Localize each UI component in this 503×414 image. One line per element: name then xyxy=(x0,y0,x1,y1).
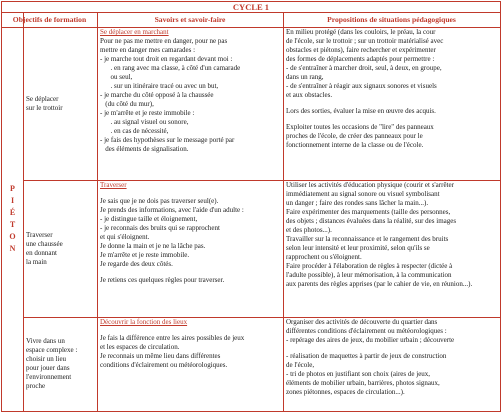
objective-text: Traverser une chaussée en donnant la main xyxy=(26,230,63,266)
propositions-row-3 xyxy=(283,317,500,411)
text-line: Organiser des activités de découverte du quartier dans xyxy=(286,318,438,326)
text-line: Je reconnais un même lieu dans différentes xyxy=(100,352,221,360)
text-line xyxy=(286,345,497,352)
text-line: Exploiter toutes les occasions de "lire" des panneaux xyxy=(286,123,434,131)
text-line: - de s'entraîner à marcher droit, seul, à deux, en groupe, xyxy=(286,64,442,72)
text-line: . en cas de nécessité, xyxy=(100,127,169,135)
text-line: selon leur intensité et leur proximité, selon qu'ils se xyxy=(286,244,430,252)
text-line: - je reconnais des bruits qui se rapprochent xyxy=(100,224,220,232)
text-line: immédiatement au signal sonore ou visuel symbolisant xyxy=(286,190,440,198)
text-line: - tri de photos en justifiant son choix (aires de jeux, xyxy=(286,370,431,378)
header-propositions: Propositions de situations pédagogiques xyxy=(327,15,456,24)
text-line: Je donne la main et je ne la lâche pas. xyxy=(100,242,206,250)
text-line: Faire procéder à l'élaboration de règles à respecter (dictée à xyxy=(286,262,453,270)
text-line: un danger ; faire des rondes sans lâcher la main...). xyxy=(286,199,429,207)
text-line xyxy=(100,190,280,197)
text-line: - repérage des aires de jeux, du mobilier urbain ; découverte xyxy=(286,336,455,344)
propositions-row-1 xyxy=(283,27,500,180)
savoirs-heading: Découvrir la fonction des lieux xyxy=(100,318,188,326)
savoirs-row-1 xyxy=(97,27,283,180)
text-line: Travailler sur la reconnaissance et le rangement des bruits xyxy=(286,235,449,243)
savoirs-lines xyxy=(100,37,280,154)
objective-row-2 xyxy=(23,180,97,317)
text-line: de l'école, xyxy=(286,361,315,369)
header-objectifs: Objectifs de formation xyxy=(12,15,87,24)
text-line: . en rang avec ma classe, à côté d'un camarade xyxy=(100,64,241,72)
text-line: dans un rang, xyxy=(286,73,324,81)
text-line: Utiliser les activités d'éducation physique (courir et s'arrêter xyxy=(286,181,454,189)
text-line xyxy=(100,327,280,334)
propositions-lines xyxy=(286,318,497,397)
side-letter: I xyxy=(10,196,15,205)
side-letter: É xyxy=(9,208,16,217)
text-line: Lors des sorties, évaluer la mise en œuvre des acquis. xyxy=(286,107,436,115)
text-line: (du côté du mur), xyxy=(100,100,154,108)
objective-row-3 xyxy=(23,317,97,411)
text-line: - je marche du côté opposé à la chaussée xyxy=(100,91,214,99)
text-line xyxy=(286,100,497,107)
side-letter: T xyxy=(9,220,16,229)
text-line: Je m'arrête et je reste immobile. xyxy=(100,251,190,259)
header-savoirs: Savoirs et savoir-faire xyxy=(154,15,226,24)
text-line: Faire expérimenter des marquements (taille des personnes, xyxy=(286,208,451,216)
cycle-title: CYCLE 1 xyxy=(232,2,270,12)
text-line: Je sais que je ne dois pas traverser seul(e). xyxy=(100,197,219,205)
text-line: - je marche tout droit en regardant devant moi : xyxy=(100,55,233,63)
savoirs-lines xyxy=(100,327,280,370)
objective-row-1 xyxy=(23,27,97,180)
text-line: . au signal visuel ou sonore, xyxy=(100,118,189,126)
text-line: et qui s'éloignent. xyxy=(100,233,150,241)
text-line: et des photos...). xyxy=(286,226,332,234)
text-line: Je regarde des deux côtés. xyxy=(100,260,173,268)
text-line: des éléments de signalisation. xyxy=(100,145,189,153)
text-line: mettre en danger mes camarades : xyxy=(100,46,196,54)
text-line: En milieu protégé (dans les couloirs, le préau, la cour xyxy=(286,28,436,36)
pedagogy-table xyxy=(1,1,501,412)
savoirs-heading: Traverser xyxy=(100,181,127,189)
side-letter: N xyxy=(9,244,16,253)
text-line: Pour ne pas me mettre en danger, pour ne pas xyxy=(100,37,228,45)
text-line: Je prends des informations, avec l'aide d'un adulte : xyxy=(100,206,244,214)
text-line: l'adulte possible), à leur mémorisation, à la communication xyxy=(286,271,452,279)
text-line: proches de l'école, de créer des panneaux pour le xyxy=(286,132,423,140)
text-line: - je fais des hypothèses sur le message porté par xyxy=(100,136,235,144)
text-line: différentes conditions d'éclairement ou météorologiques : xyxy=(286,327,447,335)
savoirs-row-2 xyxy=(97,180,283,317)
text-line: conditions d'éclairement ou météorologiques. xyxy=(100,361,228,369)
text-line: - je distingue taille et éloignement, xyxy=(100,215,198,223)
text-line: de l'école, sur le trottoir ; sur un trottoir matérialisé avec xyxy=(286,37,444,45)
text-line xyxy=(286,116,497,123)
text-line: et aux obstacles. xyxy=(286,91,333,99)
text-line: des formes de déplacements adaptés pour permettre : xyxy=(286,55,435,63)
savoirs-heading: Se déplacer en marchant xyxy=(100,28,169,36)
text-line: ou seul, xyxy=(100,73,133,81)
text-line: - je m'arrête et je reste immobile : xyxy=(100,109,195,117)
propositions-lines xyxy=(286,181,497,289)
side-letter: P xyxy=(10,184,15,193)
text-line: zones piétonnes, espaces de circulation...). xyxy=(286,388,405,396)
savoirs-lines xyxy=(100,190,280,285)
text-line: - réalisation de maquettes à partir de jeux de construction xyxy=(286,352,447,360)
text-line: obstacles et piétons), faire rechercher et expérimenter xyxy=(286,46,436,54)
side-label-pieton xyxy=(2,27,23,411)
objective-text: Vivre dans un espace complexe : choisir un lieu pour jouer dans l'environnement proche xyxy=(26,337,78,390)
text-line: rapprochent ou s'éloignent. xyxy=(286,253,362,261)
text-line: . sur un itinéraire tracé ou avec un but, xyxy=(100,82,219,90)
text-line: fonctionnement interne de la classe ou de l'école. xyxy=(286,141,424,149)
savoirs-row-3 xyxy=(97,317,283,411)
objective-text: Se déplacer sur le trottoir xyxy=(26,94,63,112)
propositions-row-2 xyxy=(283,180,500,317)
text-line: des objets ; distances évaluées dans la réalité, sur des images xyxy=(286,217,457,225)
side-letter: O xyxy=(9,232,16,241)
text-line: Je retiens ces quelques règles pour traverser. xyxy=(100,276,225,284)
text-line xyxy=(100,269,280,276)
text-line: aux parents des règles apprises (par le cahier de vie, en réunion...). xyxy=(286,280,473,288)
text-line: - de s'entraîner à réagir aux signaux sonores et visuels xyxy=(286,82,437,90)
text-line: Je fais la différence entre les aires possibles de jeux xyxy=(100,334,245,342)
propositions-lines xyxy=(286,28,497,150)
text-line: éléments de mobilier urbain, barrières, photos signaux, xyxy=(286,379,440,387)
text-line: et les espaces de circulation. xyxy=(100,343,180,351)
